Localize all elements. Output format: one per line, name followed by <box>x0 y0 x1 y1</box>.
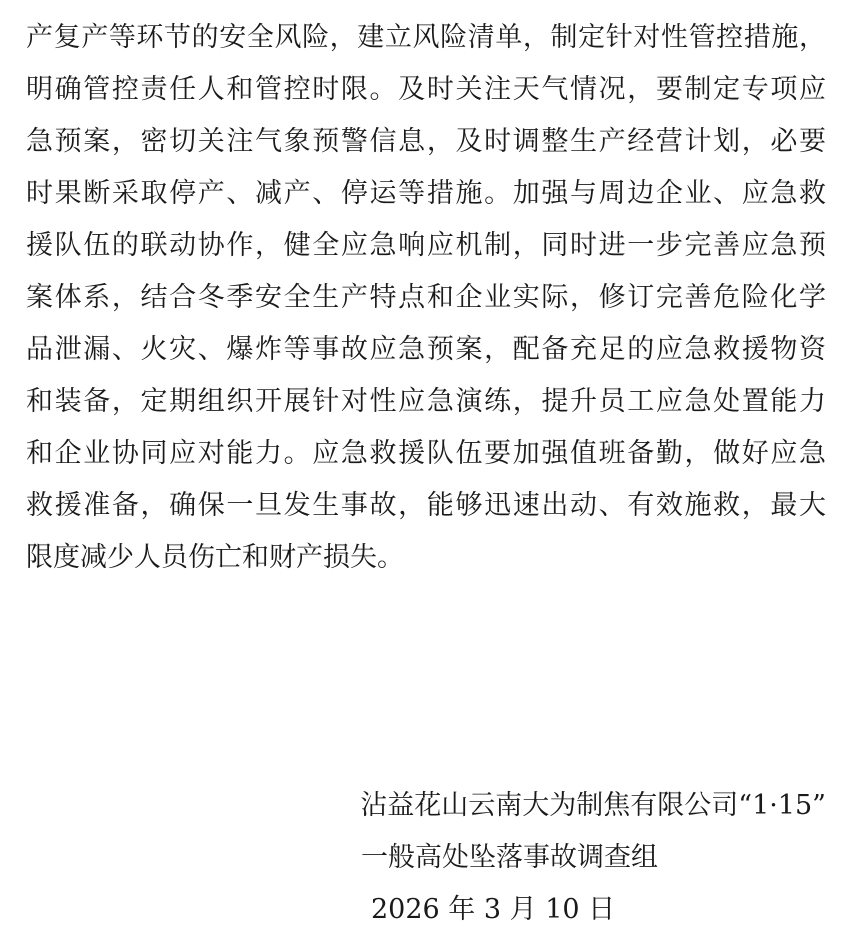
body-line: 产复产等环节的安全风险，建立风险清单，制定针对性管控措施， <box>26 22 826 53</box>
signature-date: 2026 年 3 月 10 日 <box>371 894 616 925</box>
document-body <box>26 12 826 584</box>
signature-investigation-group: 一般高处坠落事故调查组 <box>361 842 658 873</box>
body-line: 和装备，定期组织开展针对性应急演练，提升员工应急处置能力 <box>26 386 826 417</box>
body-line: 品泄漏、火灾、爆炸等事故应急预案，配备充足的应急救援物资 <box>26 334 826 365</box>
signature-block <box>266 780 826 936</box>
body-line: 援队伍的联动协作，健全应急响应机制，同时进一步完善应急预 <box>26 230 826 261</box>
body-line: 和企业协同应对能力。应急救援队伍要加强值班备勤，做好应急 <box>26 438 826 469</box>
body-line: 限度减少人员伤亡和财产损失。 <box>26 542 404 573</box>
body-line: 急预案，密切关注气象预警信息，及时调整生产经营计划，必要 <box>26 126 826 157</box>
signature-organization: 沾益花山云南大为制焦有限公司“1·15” <box>360 790 826 821</box>
body-line: 时果断采取停产、减产、停运等措施。加强与周边企业、应急救 <box>26 178 826 209</box>
body-line: 明确管控责任人和管控时限。及时关注天气情况，要制定专项应 <box>26 74 826 105</box>
body-line: 案体系，结合冬季安全生产特点和企业实际，修订完善危险化学 <box>26 282 826 313</box>
body-line: 救援准备，确保一旦发生事故，能够迅速出动、有效施救，最大 <box>26 490 826 521</box>
